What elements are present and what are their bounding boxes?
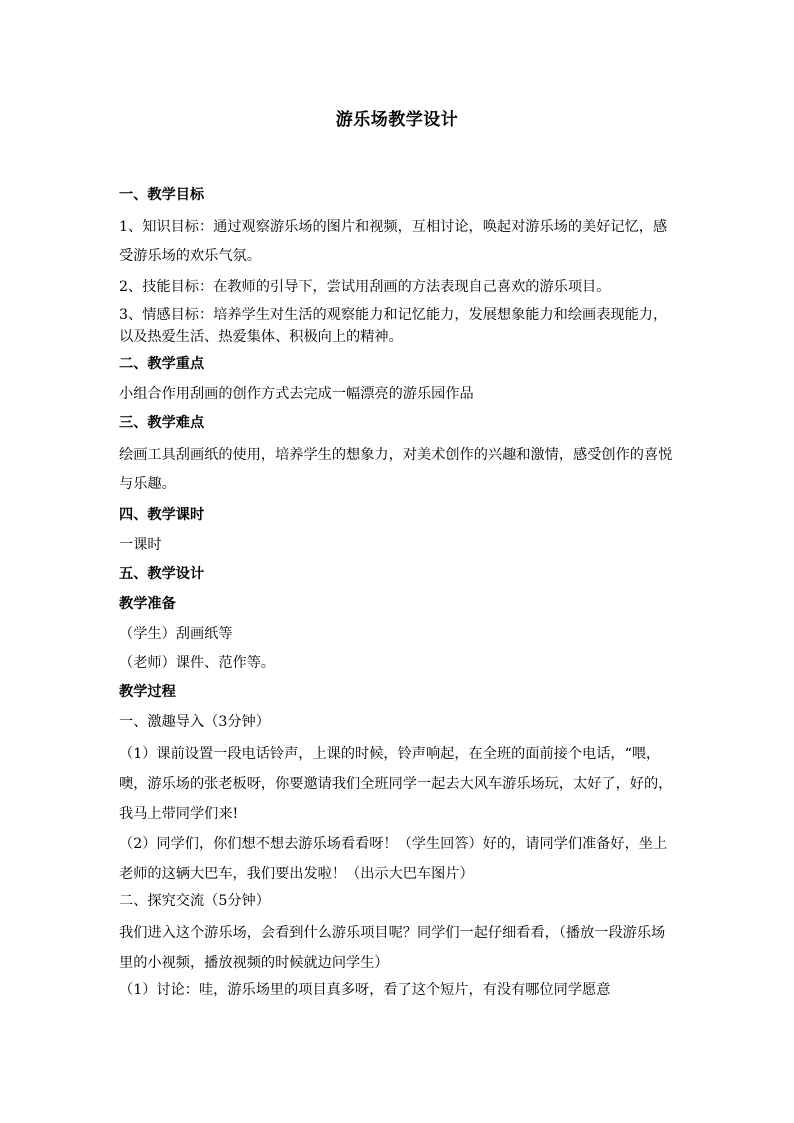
paragraph-step-explore: 二、探究交流（5分钟）: [119, 893, 270, 909]
paragraph-explore-video: 我们进入这个游乐场，会看到什么游乐项目呢？同学们一起仔细看看，（播放一段游乐场里的小视频，播放视频的时候就边问学生）: [119, 925, 666, 971]
paragraph-student-materials: （学生）刮画纸等: [119, 626, 233, 642]
paragraph-teacher-materials: （老师）课件、范作等。: [119, 655, 276, 671]
section-heading-class-hours: 四、教学课时: [119, 507, 205, 523]
paragraph-knowledge-objective: 1、知识目标：通过观察游乐场的图片和视频，互相讨论，唤起对游乐场的美好记忆，感受游乐场的欢乐气氛。: [119, 219, 668, 264]
paragraph-skill-objective: 2、技能目标：在教师的引导下，尝试用刮画的方法表现自己喜欢的游乐项目。: [119, 279, 611, 295]
paragraph-step-intro: 一、激趣导入（3分钟）: [119, 714, 270, 730]
paragraph-emotion-objective: 3、情感目标：培养学生对生活的观察能力和记忆能力，发展想象能力和绘画表现能力，以及热爱生活、热爱集体、积极向上的精神。: [119, 307, 668, 345]
paragraph-class-hours: 一课时: [119, 537, 162, 553]
paragraph-key-points: 小组合作用刮画的创作方式去完成一幅漂亮的游乐园作品: [119, 386, 474, 402]
section-heading-teaching-design: 五、教学设计: [119, 566, 205, 582]
paragraph-discussion: （1）讨论：哇，游乐场里的项目真多呀，看了这个短片，有没有哪位同学愿意: [119, 982, 611, 998]
paragraph-difficulties: 绘画工具刮画纸的使用，培养学生的想象力，对美术创作的兴趣和激情，感受创作的喜悦与乐趣。: [119, 447, 673, 492]
document-body: [119, 183, 677, 1007]
paragraph-intro-phone-call: （1）课前设置一段电话铃声，上课的时候，铃声响起，在全班的面前接个电话，“喂，噢，游乐场的张老板呀，你要邀请我们全班同学一起去大风车游乐场玩，太好了，好的，我马上带同学们来!: [119, 746, 673, 822]
section-heading-difficulties: 三、教学难点: [119, 415, 205, 431]
section-heading-key-points: 二、教学重点: [119, 356, 205, 372]
subheading-preparation: 教学准备: [119, 596, 176, 612]
subheading-process: 教学过程: [119, 684, 176, 700]
document-title: 游乐场教学设计: [335, 110, 459, 130]
paragraph-intro-bus: （2）同学们，你们想不想去游乐场看看呀！（学生回答）好的，请同学们准备好，坐上老师的这辆大巴车，我们要出发啦！（出示大巴车图片）: [119, 836, 668, 882]
section-heading-objectives: 一、教学目标: [119, 187, 205, 203]
